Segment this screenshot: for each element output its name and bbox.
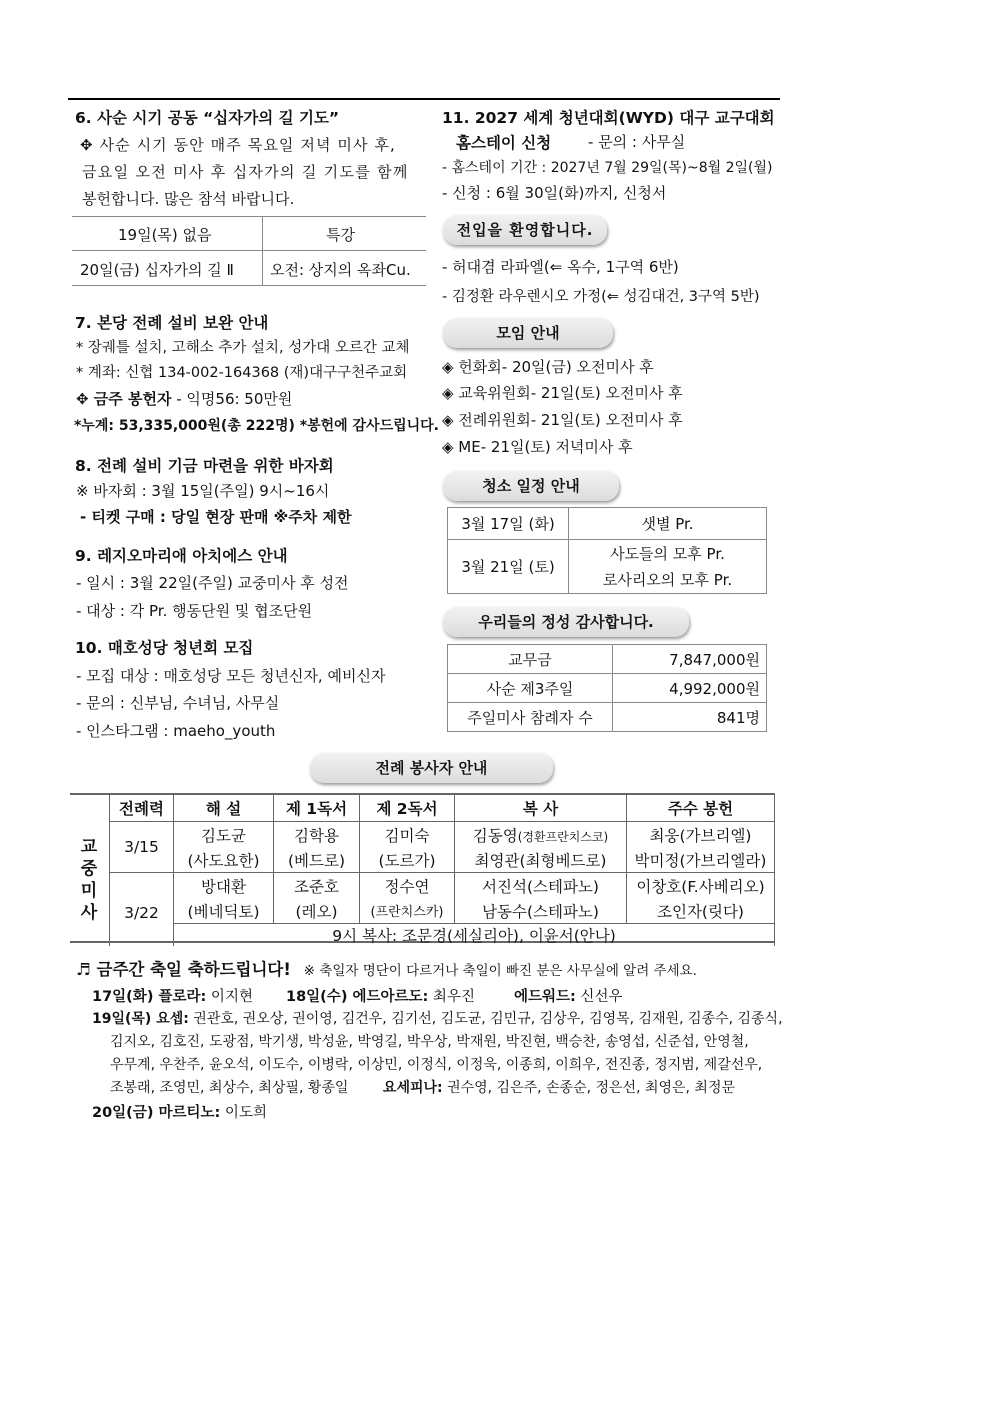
cleaning-date-1: 3월 17일 (화) bbox=[448, 508, 569, 540]
s6-table-top bbox=[72, 216, 426, 217]
thanks-label-1: 교무금 bbox=[448, 645, 613, 674]
servers-pill: 전례 봉사자 안내 bbox=[310, 753, 553, 783]
feast-18-label: 18일(수) 에드아르도: bbox=[286, 989, 429, 1005]
side-char-2: 중 bbox=[80, 859, 98, 879]
hdr-commentary: 해 설 bbox=[174, 795, 274, 822]
cleaning-team-2b: 로사리오의 모후 Pr. bbox=[602, 570, 733, 589]
section-8-line-2: - 티켓 구매 : 당일 현장 판매 ※주차 제한 bbox=[80, 508, 352, 526]
side-char-1: 교 bbox=[80, 837, 98, 857]
hdr-offering: 주수 봉헌 bbox=[627, 795, 775, 822]
feast-19b-names: 권수영, 김은주, 손종순, 정은선, 최영은, 최정문 bbox=[442, 1080, 736, 1096]
feast-19-line-3: 우무계, 우찬주, 윤오석, 이도수, 이병락, 이상민, 이정식, 이정욱, 이종희, 이희우, 전진종, 정지범, 제갈선우, bbox=[110, 1057, 763, 1073]
feast-19-line-4 bbox=[110, 1077, 735, 1097]
r315-commentary-a: 김도균 bbox=[174, 822, 274, 848]
section-8-title: 8. 전례 설비 기금 마련을 위한 바자회 bbox=[75, 457, 334, 475]
section-11-subtitle: 홈스테이 신청 bbox=[456, 134, 552, 152]
section-7-line-1: * 장궤틀 설치, 고해소 추가 설치, 성가대 오르간 교체 bbox=[76, 340, 410, 356]
r315-reading2-b: (도르가) bbox=[360, 847, 455, 873]
s6-table-vline bbox=[262, 216, 263, 285]
hdr-reading-1: 제 1독서 bbox=[274, 795, 360, 822]
s6-table-bottom bbox=[72, 285, 426, 286]
feast-20-names: 이도희 bbox=[220, 1105, 267, 1121]
section-10-title: 10. 매호성당 청년회 모집 bbox=[75, 639, 254, 657]
side-char-4: 사 bbox=[80, 903, 98, 923]
feast-17 bbox=[92, 985, 253, 1006]
date-322: 3/22 bbox=[110, 873, 174, 947]
section-7-title: 7. 본당 전례 설비 보완 안내 bbox=[75, 314, 269, 332]
section-7-line-2: * 계좌: 신협 134-002-164368 (재)대구구천주교회 bbox=[76, 365, 408, 381]
section-10-line-3: - 인스타그램 : maeho_youth bbox=[76, 722, 276, 740]
cleaning-team-2 bbox=[569, 540, 767, 594]
cleaning-date-2: 3월 21일 (토) bbox=[448, 540, 569, 594]
feast-20 bbox=[92, 1101, 267, 1122]
r322-reading1-b: (레오) bbox=[274, 898, 360, 924]
section-11-title: 11. 2027 세계 청년대회(WYD) 대구 교구대회 bbox=[442, 109, 775, 127]
feast-19-names-4: 조봉래, 조영민, 최상수, 최상필, 황종일 bbox=[110, 1080, 349, 1096]
donor-value: - 익명56: 50만원 bbox=[171, 390, 293, 408]
feast-17-label: 17일(화) 플로라: bbox=[92, 989, 207, 1005]
section-9-line-2: - 대상 : 각 Pr. 행동단원 및 협조단원 bbox=[76, 602, 313, 620]
section-9-title: 9. 레지오마리애 아치에스 안내 bbox=[75, 547, 288, 565]
feast-19-names-1: 권관호, 권오상, 권이영, 김건우, 김기선, 김도균, 김민규, 김상우, 김영목, 김재원, 김종수, 김종식, bbox=[188, 1011, 783, 1027]
s6-cell-r1c1: 19일(목) 없음 bbox=[118, 226, 212, 244]
feast-20-label: 20일(금) 마르티노: bbox=[92, 1105, 221, 1121]
feast-18-names: 최우진 bbox=[428, 989, 475, 1005]
r315-commentary-b: (사도요한) bbox=[174, 847, 274, 873]
r322-reading2-a: 정수연 bbox=[360, 873, 455, 899]
thanks-table bbox=[447, 644, 767, 732]
hdr-reading-2: 제 2독서 bbox=[360, 795, 455, 822]
thanks-pill: 우리들의 정성 감사합니다. bbox=[443, 607, 689, 637]
section-6-para-3: 봉헌합니다. 많은 참석 바랍니다. bbox=[82, 190, 295, 208]
servers-table bbox=[109, 795, 775, 946]
feast-19-line-2: 김지오, 김호진, 도광점, 박기생, 박성윤, 박영길, 박우상, 박재원, 박진현, 백승찬, 송영섭, 신준섭, 안영철, bbox=[110, 1034, 749, 1050]
cleaning-pill: 청소 일정 안내 bbox=[443, 471, 619, 501]
hdr-date: 전례력 bbox=[110, 795, 174, 822]
r315-altar-b: 최영관(최형베드로) bbox=[455, 847, 627, 873]
cleaning-team-1: 샛별 Pr. bbox=[569, 508, 767, 540]
nine-oclock-servers: 9시 복사: 조문경(세실리아), 이윤서(안나) bbox=[174, 924, 775, 947]
section-11-line-2: - 신청 : 6월 30일(화)까지, 신청서 bbox=[442, 184, 667, 202]
welcome-pill: 전입을 환영합니다. bbox=[443, 215, 607, 245]
meeting-line-3: ◈ 전례위원회- 21일(토) 오전미사 후 bbox=[442, 411, 683, 429]
section-8-line-1: ※ 바자회 : 3월 15일(주일) 9시~16시 bbox=[76, 482, 330, 500]
r315-altar-small: (경환프란치스코) bbox=[517, 829, 609, 844]
r315-altar-name: 김동영 bbox=[472, 826, 518, 845]
r315-altar-a bbox=[455, 822, 627, 848]
thanks-value-3: 841명 bbox=[613, 703, 767, 732]
r315-reading2-a: 김미숙 bbox=[360, 822, 455, 848]
meeting-line-2: ◈ 교육위원회- 21일(토) 오전미사 후 bbox=[442, 384, 683, 402]
feast-19-label: 19일(목) 요셉: bbox=[92, 1011, 189, 1027]
feast-19-line-1 bbox=[92, 1008, 783, 1028]
meeting-line-1: ◈ 헌화회- 20일(금) 오전미사 후 bbox=[442, 358, 654, 376]
r322-altar-a: 서진석(스테파노) bbox=[455, 873, 627, 899]
servers-side-label bbox=[78, 836, 100, 924]
section-10-line-2: - 문의 : 신부님, 수녀님, 사무실 bbox=[76, 694, 280, 712]
section-6-title: 6. 사순 시기 공동 “십자가의 길 기도” bbox=[75, 109, 340, 127]
feast-17-names: 이지현 bbox=[206, 989, 253, 1005]
feast-header bbox=[76, 956, 697, 980]
r315-reading1-a: 김학용 bbox=[274, 822, 360, 848]
section-11-contact: - 문의 : 사무실 bbox=[588, 133, 686, 151]
side-char-3: 미 bbox=[80, 881, 98, 901]
date-315: 3/15 bbox=[110, 822, 174, 873]
meeting-pill: 모임 안내 bbox=[443, 318, 613, 348]
hdr-altar: 복 사 bbox=[455, 795, 627, 822]
s6-cell-r2c2: 오전: 상지의 옥좌Cu. bbox=[270, 261, 411, 279]
section-10-line-1: - 모집 대상 : 매호성당 모든 청년신자, 예비신자 bbox=[76, 667, 386, 685]
feast-title: ♬ 금주간 축일 축하드립니다! bbox=[76, 960, 291, 979]
welcome-line-1: - 허대겸 라파엘(⇐ 옥수, 1구역 6반) bbox=[442, 258, 679, 276]
r315-offering-b: 박미정(가브리엘라) bbox=[627, 847, 775, 873]
thanks-value-1: 7,847,000원 bbox=[613, 645, 767, 674]
feast-18b-label: 에드워드: bbox=[514, 989, 576, 1005]
r322-offering-a: 이창호(F.사베리오) bbox=[627, 873, 775, 899]
r322-altar-b: 남동수(스테파노) bbox=[455, 898, 627, 924]
s6-cell-r2c1: 20일(금) 십자가의 길 Ⅱ bbox=[80, 261, 234, 279]
meeting-line-4: ◈ ME- 21일(토) 저녁미사 후 bbox=[442, 438, 633, 456]
feast-note: ※ 축일자 명단이 다르거나 축일이 빠진 분은 사무실에 알려 주세요. bbox=[303, 963, 697, 979]
section-7-total: *누계: 53,335,000원(총 222명) *봉헌에 감사드립니다. bbox=[74, 418, 439, 434]
r322-offering-b: 조인자(릿다) bbox=[627, 898, 775, 924]
donor-label: ✥ 금주 봉헌자 bbox=[76, 390, 172, 408]
r322-reading2-b: (프란치스카) bbox=[360, 898, 455, 924]
feast-18 bbox=[286, 985, 475, 1006]
r315-reading1-b: (베드로) bbox=[274, 847, 360, 873]
r322-commentary-b: (베네딕토) bbox=[174, 898, 274, 924]
s6-cell-r1c2: 특강 bbox=[326, 226, 355, 244]
section-9-line-1: - 일시 : 3월 22일(주일) 교중미사 후 성전 bbox=[76, 574, 349, 592]
section-7-donor bbox=[76, 388, 292, 409]
feast-19b-label: 요세피나: bbox=[382, 1080, 443, 1096]
cleaning-table bbox=[447, 507, 767, 594]
top-rule bbox=[68, 98, 780, 100]
feast-18b bbox=[514, 985, 622, 1006]
section-6-para-2: 금요일 오전 미사 후 십자가의 길 기도를 함께 bbox=[82, 163, 409, 181]
thanks-value-2: 4,992,000원 bbox=[613, 674, 767, 703]
r322-reading1-a: 조준호 bbox=[274, 873, 360, 899]
section-11-line-1: - 홈스테이 기간 : 2027년 7월 29일(목)~8월 2일(월) bbox=[442, 160, 773, 176]
cleaning-team-2a: 사도들의 모후 Pr. bbox=[610, 544, 725, 563]
r322-commentary-a: 방대환 bbox=[174, 873, 274, 899]
r315-offering-a: 최웅(가브리엘) bbox=[627, 822, 775, 848]
welcome-line-2: - 김정환 라우렌시오 가정(⇐ 성김대건, 3구역 5반) bbox=[442, 289, 760, 305]
feast-18b-names: 신선우 bbox=[575, 989, 623, 1005]
thanks-label-2: 사순 제3주일 bbox=[448, 674, 613, 703]
thanks-label-3: 주일미사 참례자 수 bbox=[448, 703, 613, 732]
section-6-para-1: ✥ 사순 시기 동안 매주 목요일 저녁 미사 후, bbox=[80, 136, 396, 154]
s6-table-mid bbox=[72, 250, 426, 251]
